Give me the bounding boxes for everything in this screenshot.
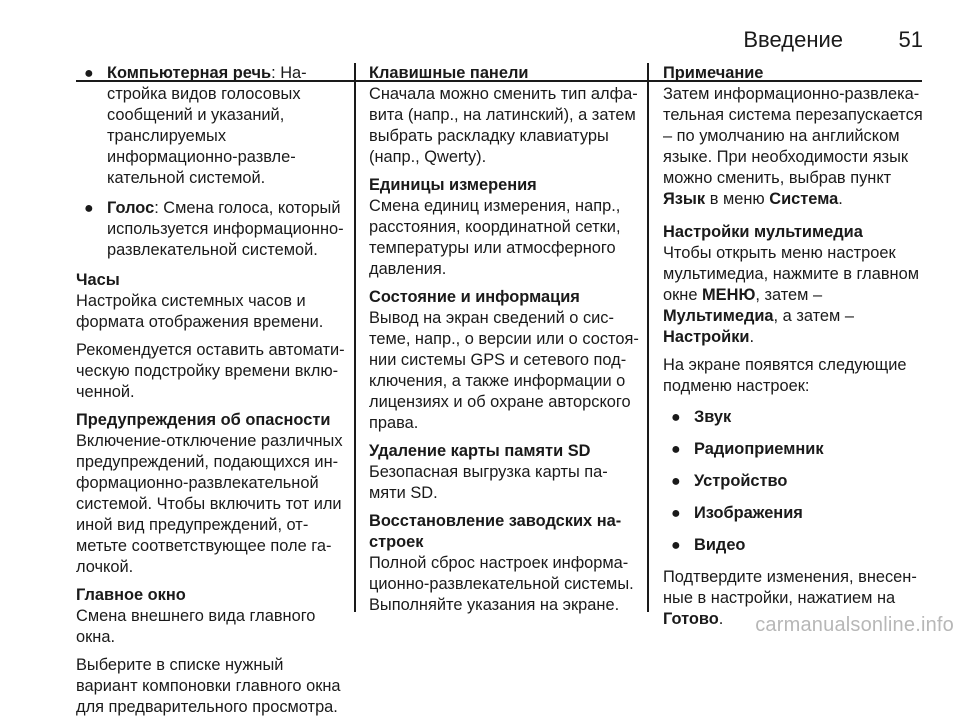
bullet-icon: ● (84, 65, 94, 82)
note-heading: Примечание (663, 64, 764, 82)
section-heading: Единицы измерения (369, 176, 537, 194)
watermark: carmanualsonline.info (755, 614, 954, 636)
note-text-part: . (838, 190, 843, 208)
submenu-item (663, 503, 933, 524)
column-divider-1 (354, 63, 356, 612)
submenu-item (663, 407, 933, 428)
note-text-part: Затем информационно-развлекательная система перезапускается – по умолчанию на английском языке. При необходимости язык можно сменить, выбрав пункт (663, 85, 923, 187)
text-part: Подтвердите изменения, внесенные в настройки, нажатием на (663, 568, 917, 607)
bullet-voice (76, 198, 346, 261)
bullet-term: Голос (107, 199, 155, 217)
bullet-icon: ● (671, 409, 681, 426)
bullet-text: : Смена голоса, который используется информационно-развлекательной системой. (107, 199, 344, 259)
section-clock (76, 270, 346, 403)
section-factory-reset (369, 511, 639, 616)
note-text-part: в меню (705, 190, 770, 208)
section-text: Включение-отключение различных предупреждений, подающихся информационно-развлекательной системой. Чтобы включить тот или иной вид предупреждений, отметьте соответствующее поле галочкой. (76, 432, 343, 576)
column-3 (663, 63, 933, 637)
section-heading: Часы (76, 271, 120, 289)
section-home-screen (76, 585, 346, 718)
note-box (663, 63, 933, 210)
page-header (0, 26, 960, 56)
bullet-icon: ● (671, 505, 681, 522)
submenu-label: Изображения (694, 504, 803, 522)
section-keyboard (369, 63, 639, 168)
submenu-label: Звук (694, 408, 732, 426)
submenu-item (663, 535, 933, 556)
section-text (663, 243, 933, 348)
text-part: . (749, 328, 755, 346)
page-title: Введение (743, 27, 843, 52)
bullet-icon: ● (671, 473, 681, 490)
section-heading: Главное окно (76, 586, 186, 604)
section-text: Смена единиц измерения, напр., расстояния, координатной сетки, температуры или атмосферного давления. (369, 197, 621, 278)
section-units (369, 175, 639, 280)
text-part: , затем – (755, 286, 823, 304)
menu-system: Система (769, 190, 839, 208)
section-heading: Настройки мультимедиа (663, 223, 863, 241)
section-text: Настройка системных часов и формата отображения времени. (76, 292, 324, 331)
submenu-item (663, 439, 933, 460)
menu-button-label: МЕНЮ (702, 286, 756, 304)
bullet-text: : Настройка видов голосовых сообщений и указаний, транслируемых информационно-развлекательной системой. (107, 64, 307, 187)
section-text: Выберите в списке нужный вариант компоновки главного окна для предварительного просмотра. (76, 656, 341, 716)
column-divider-2 (647, 63, 649, 612)
section-multimedia-settings (663, 222, 933, 630)
section-sd-card (369, 441, 639, 504)
section-text: Смена внешнего вида главного окна. (76, 607, 316, 646)
section-heading: Предупреждения об опасности (76, 411, 331, 429)
bullet-computer-speech (76, 63, 346, 189)
page-number: 51 (898, 27, 923, 52)
bullet-icon: ● (671, 537, 681, 554)
note-text (663, 84, 933, 210)
section-heading: Состояние и информация (369, 288, 580, 306)
bullet-term: Компьютерная речь (107, 64, 272, 82)
text-part: . (718, 610, 724, 628)
text-part: , а затем – (773, 307, 854, 325)
section-heading: Восстановление заводских настроек (369, 512, 622, 551)
submenu-label: Видео (694, 536, 746, 554)
settings-label: Настройки (663, 328, 750, 346)
section-text: Вывод на экран сведений о системе, напр., о версии или о состоянии системы GPS и сетевого подключения, а также информации о лицензиях и об охране авторского права. (369, 309, 639, 432)
section-text: Безопасная выгрузка карты памяти SD. (369, 463, 608, 502)
menu-item-language: Язык (663, 190, 706, 208)
column-1 (76, 63, 346, 725)
bullet-icon: ● (671, 441, 681, 458)
submenu-item (663, 471, 933, 492)
section-text: Полной сброс настроек информационно-развлекательной системы. Выполняйте указания на экране. (369, 554, 634, 614)
section-heading: Клавишные панели (369, 64, 529, 82)
done-label: Готово (663, 610, 719, 628)
section-text: Сначала можно сменить тип алфавита (напр., на латинский), а затем выбрать раскладку клавиатуры (напр., Qwerty). (369, 85, 638, 166)
column-2 (369, 63, 639, 623)
section-text: Рекомендуется оставить автоматическую подстройку времени включенной. (76, 341, 345, 401)
section-text: На экране появятся следующие подменю настроек: (663, 356, 907, 395)
section-warnings (76, 410, 346, 578)
text-part: Чтобы открыть меню настроек мультимедиа, нажмите в главном окне (663, 244, 919, 304)
multimedia-label: Мультимедиа (663, 307, 774, 325)
section-heading: Удаление карты памяти SD (369, 442, 591, 460)
submenu-label: Радиоприемник (694, 440, 824, 458)
section-status (369, 287, 639, 434)
submenu-label: Устройство (694, 472, 788, 490)
bullet-icon: ● (84, 200, 94, 217)
